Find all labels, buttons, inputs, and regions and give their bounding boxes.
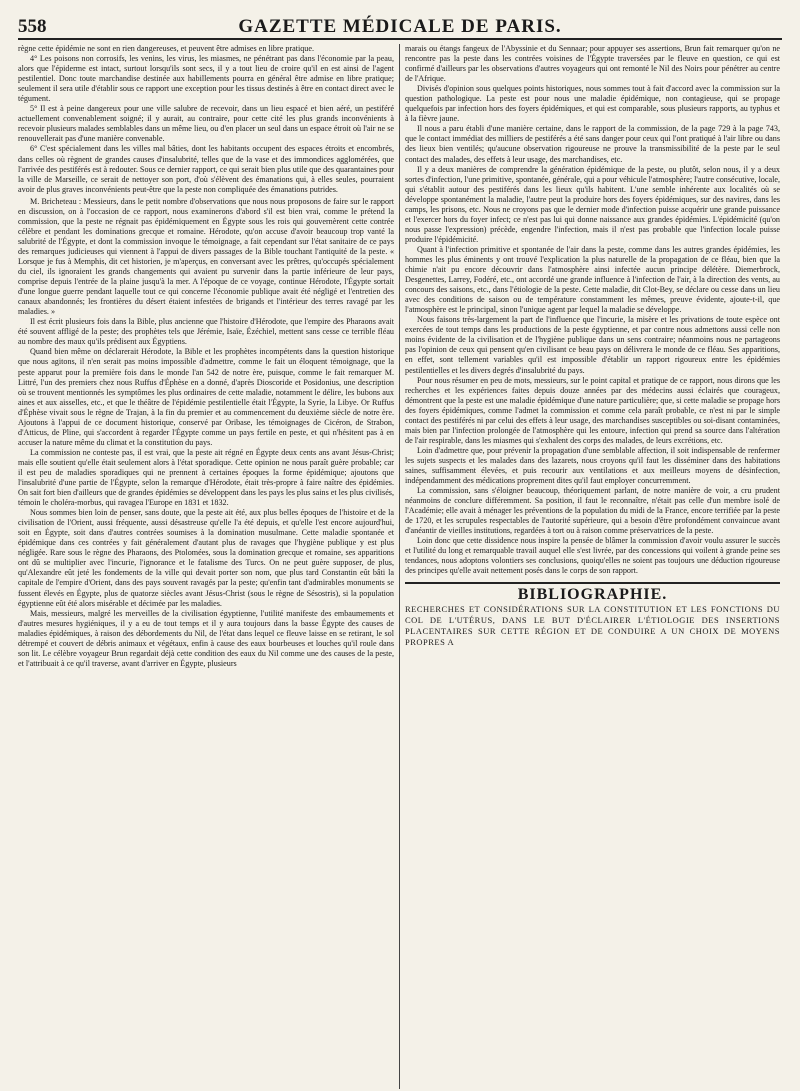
paragraph: 4° Les poisons non corrosifs, les venins, les virus, les miasmes, ne pénétrant pas dans l'économie par la peau, alors que l'épiderme est intact, surtout lorsqu'ils sont secs, il y a tout lieu de croire qu'il en est ainsi de l'agent pestilentiel. Donc toute marchandise destinée aux habillements pourra en général être admise en libre pratique; seulement il sera utile d'établir sous ce rapport une exception pour les tissus destinés à être en contact direct avec le tégument. xyxy=(18,54,394,104)
paragraph: Nous faisons très-largement la part de l'influence que l'incurie, la misère et les privations de toute espèce ont exercées de tout temps dans les productions de la peste égyptienne, et par contre nous admettons aussi celle non moins évidente de la civilisation et de l'hygiène publique dans un sens contraire; néanmoins nous ne partageons pas l'opinion de ceux qui pensent qu'en civilisant ce beau pays on délivrera le monde de ce fléau. Ses apparitions, en effet, sont tellement variables qu'il est impossible d'établir un rapport rigoureux entre les épidémies pestilentielles et les divers degrés d'insalubrité du pays. xyxy=(405,315,780,375)
paragraph: Pour nous résumer en peu de mots, messieurs, sur le point capital et pratique de ce rapport, nous dirons que les recherches et les expériences faites depuis douze années par des médecins aussi éclairés que courageux, démontrent que la peste est une maladie épidémique d'une nature particulière; que, si cette maladie se propage hors des foyers épidémiques, comme l'admet la commission et comme cela paraît probable, ce n'est ni par le simple contact des pestiférés ni par celui des effets à leur usage, des marchandises susceptibles ou soi-disant contaminées, mais bien par l'infection prolongée de l'atmosphère qui les entoure, infection qui prend sa source dans l'altération de l'air respirable, dans les miasmes qui s'exhalent des corps des malades, de leurs excrétions, etc. xyxy=(405,375,780,445)
paragraph: marais ou étangs fangeux de l'Abyssinie et du Sennaar; pour appuyer ses assertions, Brun fait remarquer qu'on ne rencontre pas la peste dans les contrées voisines de l'Égypte traversées par le fleuve en question, ce qui est confirmé d'ailleurs par les observations d'autres voyageurs qui ont remonté le Nil des Noirs pour pénétrer au centre de l'Afrique. xyxy=(405,44,780,84)
paragraph: M. Bricheteau : Messieurs, dans le petit nombre d'observations que nous nous proposons de faire sur le rapport en discussion, on à l'occasion de ce rapport, nous examinerons d'abord s'il est bien vrai, comme le prétend la commission, que la peste ne régnait pas épidémiquement en Égypte sous les rois qui gouvernèrent cette contrée célèbre et pendant les dominations grecque et romaine. Hérodote, qu'on accuse d'avoir beaucoup trop vanté la salubrité de l'Égypte, et dont la commission invoque le témoignage, a fait cependant sur l'état sanitaire de ce pays des remarques judicieuses qui viennent à l'appui de divers passages de la Bible touchant l'antiquité de la peste. « Lorsque je fus à Memphis, dit cet historien, je m'aperçus, en conversant avec les prêtres, qu'occupés spécialement du ciel, ils ignoraient les grands changements qui avaient pu survenir dans la partie inférieure de leur pays, comprise depuis l'entrée de la plaine jusqu'à la mer. A l'époque de ce voyage, continue Hérodote, l'Égypte sortait d'une longue guerre pendant laquelle tout ce qui concerne l'économie publique avait été négligé et l'entretien des canaux abandonnés; les frontières du désert étaient infestées de brigands et l'intérieur des terres ravagé par les maladies. » xyxy=(18,196,394,317)
paragraph: La commission ne conteste pas, il est vrai, que la peste ait régné en Égypte deux cents ans avant Jésus-Christ; mais elle soutient qu'elle était seulement alors à l'état sporadique. Cette opinion ne nous paraît guère probable; car il est peu de maladies sporadiques qui ne prennent à certaines époques la forme épidémique; ajoutons que l'insalubrité d'une partie de l'Égypte, selon la remarque d'Hérodote, était très-propre à faire naître des épidémies. On sait fort bien d'ailleurs que de grandes épidémies se développent dans les pays les plus sains et les plus civilisés, témoin le choléra-morbus, qui ravagea l'Europe en 1831 et 1832. xyxy=(18,447,394,508)
paragraph: Il est écrit plusieurs fois dans la Bible, plus ancienne que l'histoire d'Hérodote, que l'empire des Pharaons avait été souvent affligé de la peste; des prophètes tels que Jérémie, Isaïe, Ézéchiel, mettent sans cesse ce terrible fléau au nombre des maux qu'ils prédisent aux Égyptiens. xyxy=(18,317,394,347)
text-columns xyxy=(18,44,782,1089)
paragraph: Quand bien même on déclarerait Hérodote, la Bible et les prophètes incompétents dans la question historique que nous agitons, il n'en serait pas moins impossible d'admettre, comme le fait un éloquent témoignage, que la peste apparut pour la première fois dans le monde l'an 542 de notre ère, puisque, comme le fait remarquer M. Littré, l'un des premiers chez nous Ruffus d'Éphèse en a donné, d'après Dioscoride et Posidonius, une description où se trouvent mentionnés les symptômes les plus ordinaires de cette maladie, notamment le délire, les bubons aux aines et aux aisselles, etc., et que le théâtre de l'épidémie pestilentielle était l'Égypte, la Syrie, la Libye. Or Ruffus d'Éphèse vivait sous le règne de Trajan, à la fin du premier et au commencement du deuxième siècle de notre ère. Ajoutons à l'appui de ce document historique, conservé par Oribase, les témoignages de Cicéron, de Strabon, d'Atticus, de Pline, qui s'accordent à regarder l'Égypte comme un pays fertile en peste, et qui n'hésitent pas à en accuser la nature même du climat et la constitution du pays. xyxy=(18,347,394,447)
bibliography-section xyxy=(405,582,780,647)
paragraph: Il nous a paru établi d'une manière certaine, dans le rapport de la commission, de la page 729 à la page 743, que le contact immédiat des milliers de pestiférés a été sans danger pour ceux qui l'ont pratiqué à l'air libre ou dans des lieux bien ventilés; qu'aucune observation rigoureuse ne prouve la transmissibilité de la peste par le seul contact des malades, des effets à leur usage, des marchandises, etc. xyxy=(405,124,780,164)
paragraph: Loin donc que cette dissidence nous inspire la pensée de blâmer la commission d'avoir voulu assurer le succès et l'utilité du long et remarquable travail auquel elle s'est livrée, par des concessions qui voilent à grande peine ses tendances, nous adoptons volontiers ses conclusions, quoiqu'elles ne soient pas toujours une déduction rigoureuse des principes qu'elle avait nettement posés dans le corps de son rapport. xyxy=(405,536,780,576)
right-column xyxy=(399,44,780,1089)
page-number: 558 xyxy=(18,16,47,37)
paragraph: Divisés d'opinion sous quelques points historiques, nous sommes tout à fait d'accord avec la commission sur la question pathologique. La peste est pour nous une maladie épidémique, non contagieuse, qui se propage quelquefois par infection hors des foyers épidémiques, et qui est comparable, sous plusieurs rapports, au typhus et à la fièvre jaune. xyxy=(405,84,780,124)
paragraph: règne cette épidémie ne sont en rien dangereuses, et peuvent être admises en libre pratique. xyxy=(18,44,314,53)
bibliography-entry-heading: RECHERCHES ET CONSIDÉRATIONS SUR LA CONSTITUTION ET LES FONCTIONS DU COL DE L'UTÉRUS, DANS LE BUT D'ÉCLAIRER L'ÉTIOLOGIE DES INSERTIONS PLACENTAIRES SUR CETTE RÉGION ET DE CONDUIRE A UN CHOIX DE MOYENS PROPRES A xyxy=(405,603,780,647)
paragraph: Mais, messieurs, malgré les merveilles de la civilisation égyptienne, l'utilité manifeste des embaumements et d'autres mesures hygiéniques, il y a eu de tout temps et il y aura toujours dans la basse Égypte des causes de maladies épidémiques, à raison des débordements du Nil, de l'état dans lequel ce fleuve laisse en se retirant, le sol détrempé et couvert de débris animaux et végétaux, enfin à cause des eaux bourbeuses et louches qu'il roule dans son lit. Le célèbre voyageur Brun regardait déjà cette condition des eaux du Nil comme une des causes de la peste, et l'attribuait à ce qu'il traverse, avant d'arriver en Égypte, plusieurs xyxy=(18,608,394,668)
paragraph: 5° Il est à peine dangereux pour une ville salubre de recevoir, dans un lieu espacé et bien aéré, un pestiféré actuellement convenablement soigné; il y aurait, au contraire, pour cette cité les plus grands inconvénients à recevoir plusieurs malades semblables dans un même lieu, ou d'en placer un seul dans un espace étroit où l'air ne se renouvellerait pas d'une manière convenable. xyxy=(18,104,394,144)
paragraph: 6° C'est spécialement dans les villes mal bâties, dont les habitants occupent des espaces étroits et encombrés, dans celles où règnent de grandes causes d'insalubrité, telles que de la vase et des immondices agglomérées, que l'arrivée des pestiférés est à redouter. Sous ce dernier rapport, ce qui serait bien plus utile que des quarantaines pour la ville de Marseille, ce serait de nettoyer son port, d'où s'élèvent des émanations qui, à elles seules, pourraient avoir de plus graves inconvénients peut-être que la peste non compliquée des émanations putrides. xyxy=(18,144,394,194)
journal-title: GAZETTE MÉDICALE DE PARIS. xyxy=(238,16,562,37)
paragraph: Loin d'admettre que, pour prévenir la propagation d'une semblable affection, il soit indispensable de renfermer les sujets suspects et les malades dans des lazarets, nous croyons qu'il faut les disséminer dans des habitations saines, suffisamment élevées, et puis recourir aux ventilations et aux meilleurs moyens de désinfection, indépendamment des médications proprement dites qu'il faut employer concurremment. xyxy=(405,445,780,486)
left-column xyxy=(18,44,399,1089)
bibliography-title: BIBLIOGRAPHIE. xyxy=(517,586,668,604)
page-header xyxy=(18,10,782,40)
paragraph: La commission, sans s'éloigner beaucoup, théoriquement parlant, de notre manière de voir, a cru prudent néanmoins de conclure différemment. Sa position, il faut le reconnaître, n'était pas celle d'un membre isolé de l'Académie; elle avait à ménager les préventions de la population du midi de la France, encore terrifiée par la peste de 1720, et les scrupules respectables de l'autorité supérieure, qui a besoin d'être profondément convaincue avant d'anéantir de vieilles institutions, regardées à tort ou à raison comme préservatrices de la peste. xyxy=(405,486,780,536)
paragraph: Quant à l'infection primitive et spontanée de l'air dans la peste, comme dans les autres grandes épidémies, les hommes les plus éminents y ont trouvé l'explication la plus naturelle de la propagation de ce fléau, bien que la chimie n'ait pu encore découvrir dans l'atmosphère ainsi infectée aucun principe délétère. Diemerbrock, Desgenettes, Larrey, Fodéré, etc., ont accordé une grande influence à l'infection de l'air, à la direction des vents, au concours des saisons, etc., dans l'étiologie de la peste. Cette maladie, dit Clot-Bey, se déclare ou cesse dans un lieu avec des conditions de saison ou de température constamment les mêmes, preuve évidente, ajoute-t-il, que l'atmosphère est le principal, sinon l'unique agent par lequel la maladie se développe. xyxy=(405,244,780,315)
paragraph: Nous sommes bien loin de penser, sans doute, que la peste ait été, aux plus belles époques de l'histoire et de la civilisation de l'Orient, aussi fréquente, aussi désastreuse qu'elle l'a été depuis, et qu'elle l'est encore aujourd'hui, soit en Égypte, soit dans d'autres contrées soumises à la domination musulmane. Cette maladie spontanée et épidémique dans ces contrées y fait généralement d'autant plus de ravages que l'hygiène publique y est plus négligée. Rare sous le règne des Pharaons, des Ptolomées, sous la domination grecque et romaine, ses apparitions ont dû se multiplier avec l'incurie, l'ignorance et le fatalisme des Turcs. On ne peut guère supposer, de plus, qu'Alexandre eût jeté les fondements de la ville qui devait porter son nom, que plus tard Constantin eût bâti la capitale de l'empire d'Orient, dans des pays souvent ravagés par la peste; qu'enfin tant d'admirables monuments se fussent élevés en Égypte, plus de quatorze siècles avant Jésus-Christ (sous le règne de Sésostris), si la population égyptienne eût été alors misérable et décimée par les maladies. xyxy=(18,508,394,608)
paragraph: Il y a deux manières de comprendre la génération épidémique de la peste, ou plutôt, selon nous, il y a deux sortes d'infection, l'une primitive, spontanée, générale, qui a pour véhicule l'atmosphère; l'autre consécutive, locale, qui s'établit autour des pestiférés dans les lieux qu'ils habitent. L'une semble inhérente aux localités où se développe spontanément la maladie, l'autre peut la produire hors des foyers épidémiques, sur des navires, dans les camps, les prisons, etc. Nous ne croyons pas que le dernier mode d'infection puisse acquérir une grande puissance et l'exercer hors du foyer infect; ce n'est pas lui qui donne naissance aux grandes épidémies. L'épidémicité (qu'on nous passe l'expression) précède, engendre l'infection, mais il n'est pas probable que l'infection locale puisse produire l'épidémicité. xyxy=(405,164,780,244)
